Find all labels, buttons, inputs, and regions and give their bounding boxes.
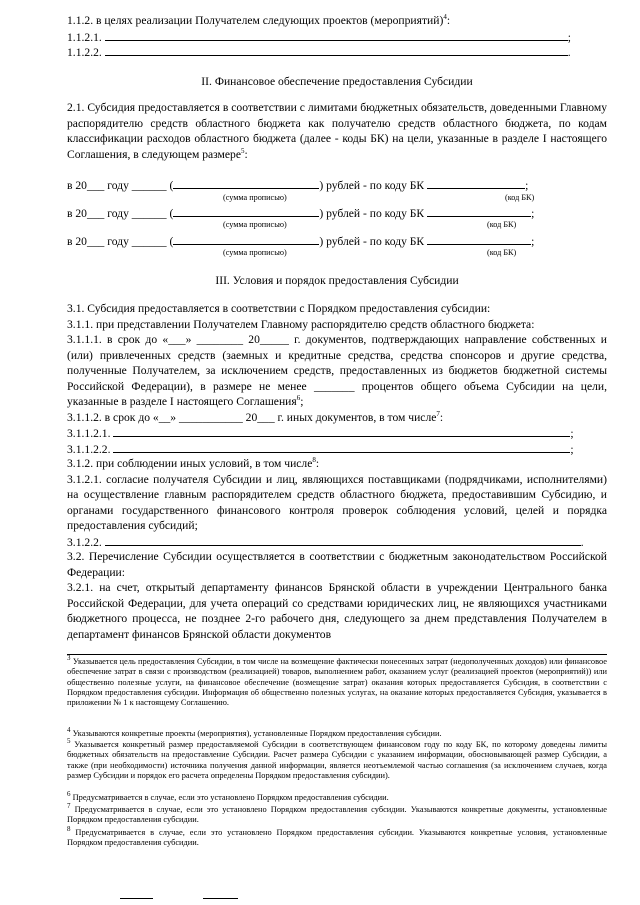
footnote-text: Указывается цель предоставления Субсидии, в том числе на возмещение фактически понесенных затрат (недополученных доходов) или финансовое обеспечение затрат в связи с производством (реализацией) товаров, выполнением работ, оказанием услуг (реализацией проектов (мероприятий)) или общественно полезные услуги, на финансовое обеспечение (возмещение затрат) оказания которых предоставляется Субсидия, в соответствии с Порядком предоставления субсидии. Информация об общественно полезных услугах, на оказание которых предоставляется Субсидия, указывается в приложении № 1 к настоящему Соглашению. [67,657,608,708]
clause-number: 3.1.2.2. [67,535,102,549]
footnote-number: 3 [67,654,71,663]
clause-3-2: 3.2. Перечисление Субсидии осуществляется в соответствии с бюджетным законодательством Российской Федерации: [67,550,607,579]
clause-punct: ; [570,427,574,440]
clause-3-1: 3.1. Субсидия предоставляется в соответствии с Порядком предоставления субсидии: [67,302,491,315]
code-blank [427,205,531,217]
row-punct: ; [525,179,529,192]
clause-number: 3.1.1.2.1. [67,427,111,440]
clause-text: 1.1.2. в целях реализации Получателем следующих проектов (мероприятий) [67,14,444,27]
clause-3-1-2 [67,456,607,472]
clause-3-1-1-2-2 [67,441,607,457]
clause-text: 2.1. Субсидия предоставляется в соответствии с лимитами бюджетных обязательств, доведенными Главному распорядителю средств областного бюджета как получателю средств областного бюджета, по кодам классификации расходов областного бюджета (далее - коды БК) на цели, указанные в разделе I настоящего Соглашения, в следующем размере [67,101,607,161]
blank-line [113,441,570,453]
clause-3-1-1-2 [67,410,607,426]
footnote-number: 4 [67,726,71,735]
budget-row [67,233,607,248]
blank-line [105,29,568,41]
clause-punct: ; [570,442,574,456]
row-punct: ; [531,207,535,220]
footnote-number: 6 [67,790,71,799]
clause-3-1-1: 3.1.1. при представлении Получателем Главному распорядителю средств областного бюджета: [67,317,535,331]
footnote [67,654,608,708]
clause-number: 3.1.1.2.2. [67,442,111,456]
year-prefix: в 20___ году ______ ( [67,179,174,192]
clause-text: 3.1.2. при соблюдении иных условий, в том числе [67,457,313,470]
footnote [67,726,607,739]
sum-blank [173,177,319,189]
blank-line [105,44,568,56]
clause-2-1 [67,100,607,162]
year-prefix: в 20___ году ______ ( [67,207,174,220]
clause-punct: : [446,14,451,27]
footnote-text: Предусматривается в случае, если это установлено Порядком предоставления субсидии. [72,793,389,802]
budget-row [67,177,607,192]
code-label: ) рублей - по коду БК [319,235,425,248]
footnote [67,737,608,781]
clause-number: 1.1.2.1. [67,30,102,44]
footnote-text: Предусматривается в случае, если это установлено Порядком предоставления субсидии. Указываются конкретные условия, установленные Порядком предоставления субсидии. [67,828,608,848]
sum-blank [173,205,319,217]
footnote-ref: 6 [296,394,301,403]
code-blank [427,177,525,189]
footnote-ref: 4 [443,13,447,22]
clause-3-1-1-2-1 [67,425,607,441]
clause-punct: : [315,457,320,470]
footnote [67,825,608,849]
section-3-heading: III. Условия и порядок предоставления Субсидии [215,274,459,287]
footnote-text: Предусматривается в случае, если это установлено Порядком предоставления субсидии. Указываются конкретные документы, установленные Порядком предоставления субсидии. [67,805,607,825]
section-3-body [67,301,607,642]
scan-line [203,898,238,899]
sum-caption: (сумма прописью) [223,220,287,229]
clause-1-1-2-2 [67,44,607,60]
code-blank [427,233,531,245]
footnote-ref: 5 [241,146,245,155]
year-prefix: в 20___ году ______ ( [67,235,174,248]
clause-1-1-2-1 [67,29,607,45]
clause-3-2-1: 3.2.1. на счет, открытый департаменту финансов Брянской области в учреждении Центрального банка Российской Федерации, для учета операций со средствами юридических лиц, не являющихся участниками бюджетного процесса, не позднее 2-го рабочего дня, следующего за днем представления Получателем в департамент финансов Брянской области документов [67,581,607,641]
clause-punct: ; [567,30,571,44]
sum-blank [173,233,319,245]
clause-punct: : [244,147,248,161]
footnote [67,802,607,826]
code-label: ) рублей - по коду БК [319,207,425,220]
footnote-number: 8 [67,825,71,834]
clause-3-1-1-1 [67,332,607,410]
clause-3-1-2-1: 3.1.2.1. согласие получателя Субсидии и лиц, являющихся поставщиками (подрядчиками, исполнителями) на осуществление главным распорядителем средств областного бюджета, предоставившим Субсидию, и органами государственного финансового контроля проверок соблюдения условий, целей и порядка предоставления субсидий; [67,472,607,532]
footnote-separator [67,654,607,655]
clause-punct: ; [300,395,304,408]
code-label: ) рублей - по коду БК [319,179,425,192]
blank-line [113,425,570,437]
code-caption: (код БК) [487,220,517,229]
footnote-number: 7 [67,802,71,811]
budget-row [67,205,607,220]
row-punct: ; [531,235,535,248]
clause-punct: : [439,410,444,424]
sum-caption: (сумма прописью) [223,193,287,202]
section-2-heading: II. Финансовое обеспечение предоставления Субсидии [201,75,473,88]
blank-line [105,534,581,546]
code-caption: (код БК) [487,248,517,257]
clause-3-1-2-2 [67,534,607,550]
clause-text: 3.1.1.2. в срок до «__» ___________ 20___ г. иных документов, в том числе [67,410,437,424]
clause-punct: . [567,46,571,59]
clause-number: 1.1.2.2. [67,46,102,59]
footnote [67,790,607,803]
code-caption: (код БК) [505,193,535,202]
footnote-number: 5 [67,737,71,746]
clause-1-1-2-block [67,13,607,60]
footnote-text: Указываются конкретные проекты (мероприятия), установленные Порядком предоставления субсидии. [72,729,442,738]
sum-caption: (сумма прописью) [223,248,287,257]
footnote-ref: 8 [312,456,316,465]
clause-1-1-2 [67,13,607,29]
clause-punct: . [580,535,584,549]
footnote-text: Указывается конкретный размер предоставляемой Субсидии в соответствующем финансовом году по коду БК, по которому доведены лимиты бюджетных обязательств на предоставление Субсидии. Расчет размера Субсидии с указанием информации, обосновывающей размер Субсидии, а также (при необходимости) источника получения данной информации, является неотъемлемой частью соглашения (за исключением случаев, когда размер Субсидии и порядок его расчета определены Порядком предоставления субсидии). [67,740,608,780]
footnote-ref: 7 [436,409,440,418]
scan-line [120,898,153,899]
clause-text: 3.1.1.1. в срок до «___» ________ 20_____ г. документов, подтверждающих направление собственных и (или) привлеченных средств (заемных и кредитные средства, средства спонсоров и другие средства, полученные Получателем, за исключением средств, предоставленных из бюджетов бюджетной системы Российской Федерации), в размере не менее _______ процентов общего объема Субсидии на цели, указанные в разделе I настоящего Соглашения [67,333,607,408]
